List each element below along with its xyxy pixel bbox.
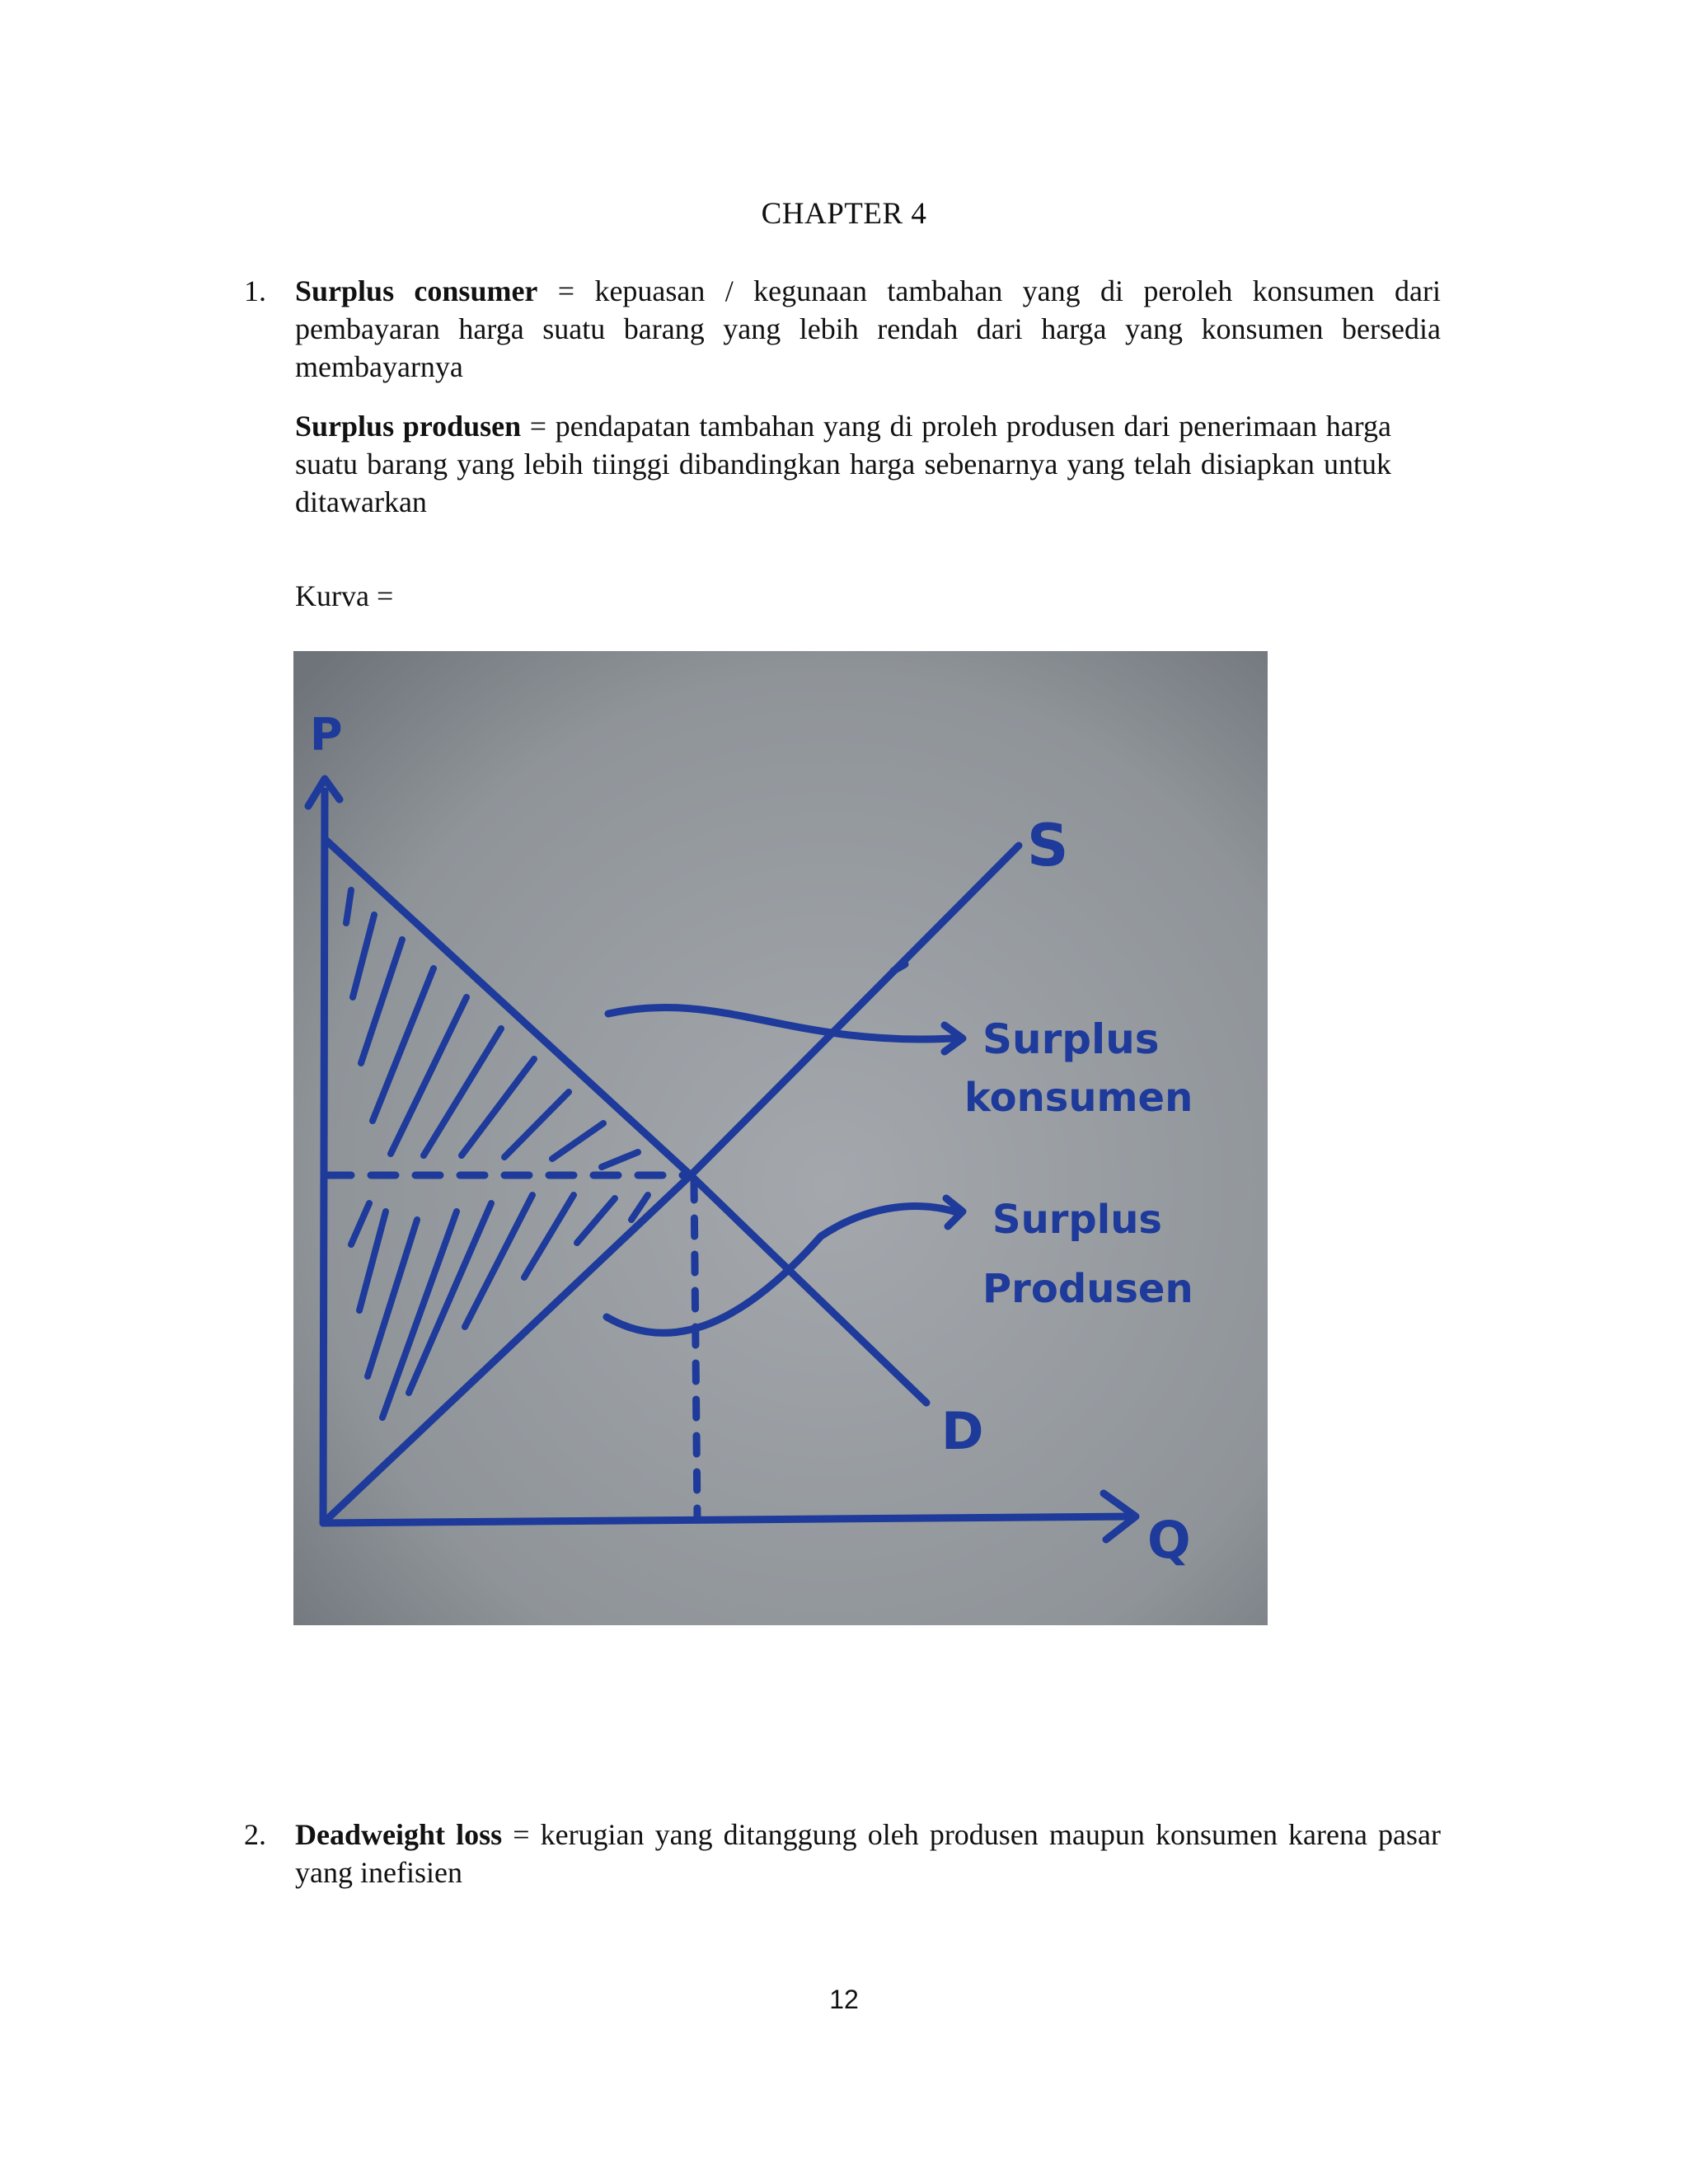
surplus-consumer-term: Surplus consumer bbox=[295, 274, 538, 307]
demand-curve-label: D bbox=[941, 1401, 984, 1461]
consumer-surplus-annotation-2: konsumen bbox=[964, 1075, 1193, 1121]
surplus-producer-text: = pendapatan tambahan yang di proleh produsen dari penerimaan harga suatu barang yang lebih tiinggi dibandingkan harga sebenarnya yang telah disiapkan untuk ditawarkan bbox=[295, 410, 1391, 518]
list-number-2: 2. bbox=[244, 1818, 266, 1851]
y-axis-label: P bbox=[310, 709, 343, 761]
list-number-1: 1. bbox=[244, 274, 266, 307]
surplus-producer-definition bbox=[295, 407, 1391, 521]
surplus-producer-term: Surplus produsen bbox=[295, 410, 522, 443]
deadweight-loss-term: Deadweight loss bbox=[295, 1818, 503, 1851]
supply-curve-label: S bbox=[1027, 812, 1069, 879]
chapter-title: CHAPTER 4 bbox=[761, 197, 927, 231]
y-axis bbox=[323, 791, 325, 1523]
x-axis-label: Q bbox=[1147, 1510, 1191, 1570]
deadweight-loss-definition bbox=[295, 1816, 1441, 1891]
consumer-surplus-annotation-1: Surplus bbox=[982, 1015, 1160, 1063]
producer-surplus-annotation-1: Surplus bbox=[992, 1197, 1162, 1243]
surplus-curve-figure bbox=[293, 651, 1268, 1625]
producer-surplus-annotation-2: Produsen bbox=[982, 1266, 1193, 1312]
photo-background bbox=[293, 651, 1268, 1625]
surplus-consumer-text: = kepuasan / kegunaan tambahan yang di peroleh konsumen dari pembayaran harga suatu barang yang lebih rendah dari harga yang konsumen bersedia membayarnya bbox=[295, 274, 1441, 383]
surplus-consumer-definition bbox=[295, 272, 1441, 386]
page-number: 12 bbox=[829, 1985, 859, 2014]
kurva-label: Kurva = bbox=[295, 579, 394, 612]
deadweight-loss-text: = kerugian yang ditanggung oleh produsen maupun konsumen karena pasar yang inefisien bbox=[295, 1818, 1441, 1889]
